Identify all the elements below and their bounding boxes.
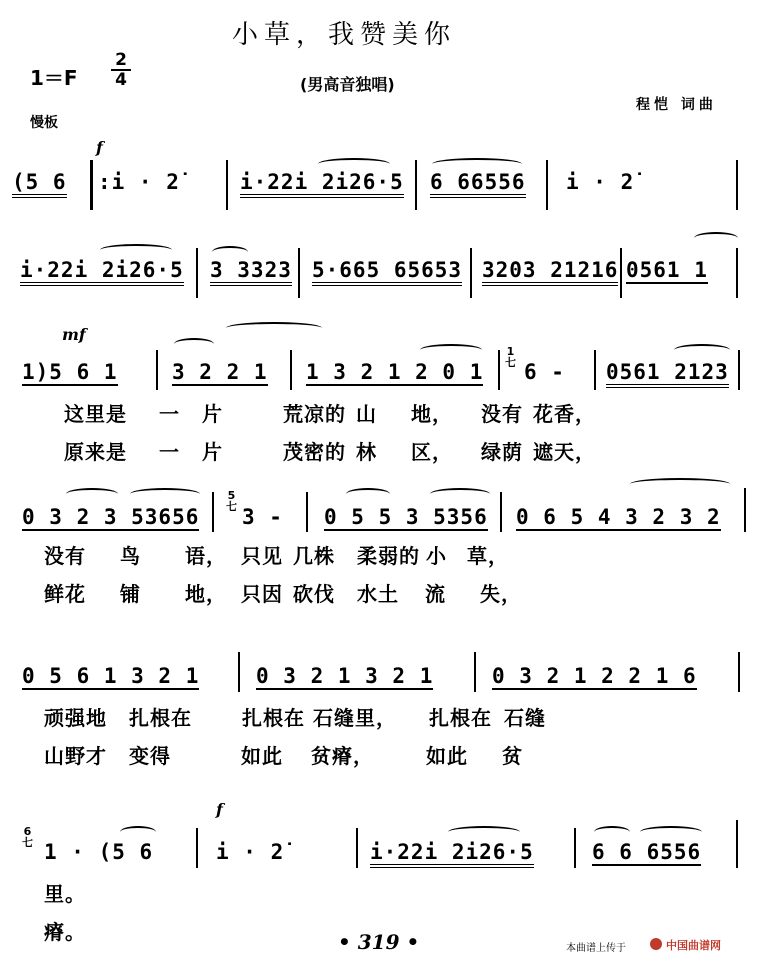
barline	[736, 820, 738, 868]
s5-m2: 0 3 2 1 3 2 1	[256, 664, 434, 688]
s3-m1: 1)5 6 1	[22, 360, 118, 384]
s3-m2: 3 2 2 1	[172, 360, 268, 384]
s2-m2: 3 3323	[210, 258, 292, 286]
repeat-barline	[90, 160, 93, 210]
s6-lyrics-1: 里。	[44, 882, 86, 906]
s5-lyrics-2: 山野才 变得 如此 贫瘠， 如此 贫	[44, 744, 523, 768]
s3-lyrics-2: 原来是 一 片 茂密的 林 区， 绿荫 遮天，	[64, 440, 596, 464]
s3-time-sig: 1 七	[505, 345, 516, 369]
time-signature	[111, 52, 131, 88]
s1-m4: i · 2̇	[566, 170, 635, 194]
slur	[120, 826, 156, 838]
time-signature-top: 2	[115, 50, 127, 70]
barline	[738, 350, 740, 390]
slur	[226, 322, 322, 334]
tempo-marking: 慢板	[30, 115, 58, 131]
barline	[196, 828, 198, 868]
credit: 程恺 词曲	[636, 97, 717, 113]
slur	[594, 826, 630, 838]
barline	[212, 492, 214, 532]
barline	[620, 248, 622, 298]
s4-m1: 0 3 2 3 53656	[22, 505, 200, 529]
s1-m2: i·22i 2i26·5	[240, 170, 404, 198]
slur	[212, 246, 248, 258]
slur	[100, 244, 172, 256]
barline	[156, 350, 158, 390]
dynamic-f: f	[96, 138, 103, 157]
tie-start	[694, 232, 738, 244]
s3-lyrics-1: 这里是 一 片 荒凉的 山 地， 没有 花香，	[64, 402, 596, 426]
s6-m2: i · 2̇	[216, 840, 285, 864]
song-title: 小草，我赞美你	[232, 20, 457, 50]
s5-m1: 0 5 6 1 3 2 1	[22, 664, 200, 688]
key-signature: 1＝F	[30, 66, 78, 90]
brand-name: 中国曲谱网	[666, 939, 721, 952]
s6-m4: 6 6 6556	[592, 840, 702, 864]
slur	[448, 826, 520, 838]
s1-m3: 6 66556	[430, 170, 526, 198]
barline	[500, 492, 502, 532]
brand-logo-icon	[650, 938, 662, 950]
slur	[420, 344, 482, 356]
barline	[356, 828, 358, 868]
barline	[574, 828, 576, 868]
barline	[546, 160, 548, 210]
s4-time-sig: 5 七	[226, 489, 237, 513]
subtitle: (男高音独唱)	[300, 75, 395, 94]
slur	[674, 344, 730, 356]
barline	[415, 160, 417, 210]
s3-m4: 6 -	[524, 360, 565, 384]
s4-m3: 0 5 5 3 5356	[324, 505, 488, 529]
barline	[470, 248, 472, 298]
slur	[318, 158, 390, 170]
s2-m1: i·22i 2i26·5	[20, 258, 184, 286]
dynamic-f-2: f	[216, 800, 223, 819]
dynamic-mf: mf	[62, 325, 86, 344]
s2-m4: 3203 21216	[482, 258, 618, 286]
s4-m4: 0 6 5 4 3 2 3 2	[516, 505, 721, 529]
barline	[306, 492, 308, 532]
s3-m5: 0561 2123	[606, 360, 729, 388]
barline	[736, 160, 738, 210]
slur	[174, 338, 214, 350]
s6-m1: 1 · (5 6	[44, 840, 154, 864]
s1-m1: :i · 2̇	[98, 170, 180, 194]
slur	[630, 478, 730, 490]
slur	[346, 488, 390, 500]
barline	[474, 652, 476, 692]
barline	[738, 652, 740, 692]
barline	[238, 652, 240, 692]
upload-note: 本曲谱上传于	[566, 943, 626, 954]
s4-m2: 3 -	[242, 505, 283, 529]
time-signature-bottom: 4	[115, 70, 127, 90]
s3-m3: 1 3 2 1 2 0 1	[306, 360, 484, 384]
s6-m3: i·22i 2i26·5	[370, 840, 534, 868]
slur	[432, 158, 522, 170]
s4-lyrics-2: 鲜花 铺 地， 只因 砍伐 水土 流 失，	[44, 582, 522, 606]
s4-lyrics-1: 没有 鸟 语， 只见 几株 柔弱的 小 草，	[44, 544, 509, 568]
s1-intro: (5 6	[12, 170, 67, 198]
slur	[66, 488, 118, 500]
slur	[640, 826, 702, 838]
barline	[298, 248, 300, 298]
s5-lyrics-1: 顽强地 扎根在 扎根在 石缝里， 扎根在 石缝	[44, 706, 546, 730]
barline	[290, 350, 292, 390]
barline	[594, 350, 596, 390]
barline	[744, 488, 746, 532]
page-number: • 319 •	[338, 930, 420, 954]
s6-time-sig: 6 七	[22, 825, 33, 849]
slur	[430, 488, 490, 500]
barline	[226, 160, 228, 210]
barline	[736, 248, 738, 298]
barline	[196, 248, 198, 298]
s2-m5: 0561 1	[626, 258, 708, 282]
s2-m3: 5·665 65653	[312, 258, 462, 286]
slur	[130, 488, 200, 500]
s6-lyrics-2: 瘠。	[44, 920, 86, 944]
barline	[498, 350, 500, 390]
s5-m3: 0 3 2 1 2 2 1 6	[492, 664, 697, 688]
